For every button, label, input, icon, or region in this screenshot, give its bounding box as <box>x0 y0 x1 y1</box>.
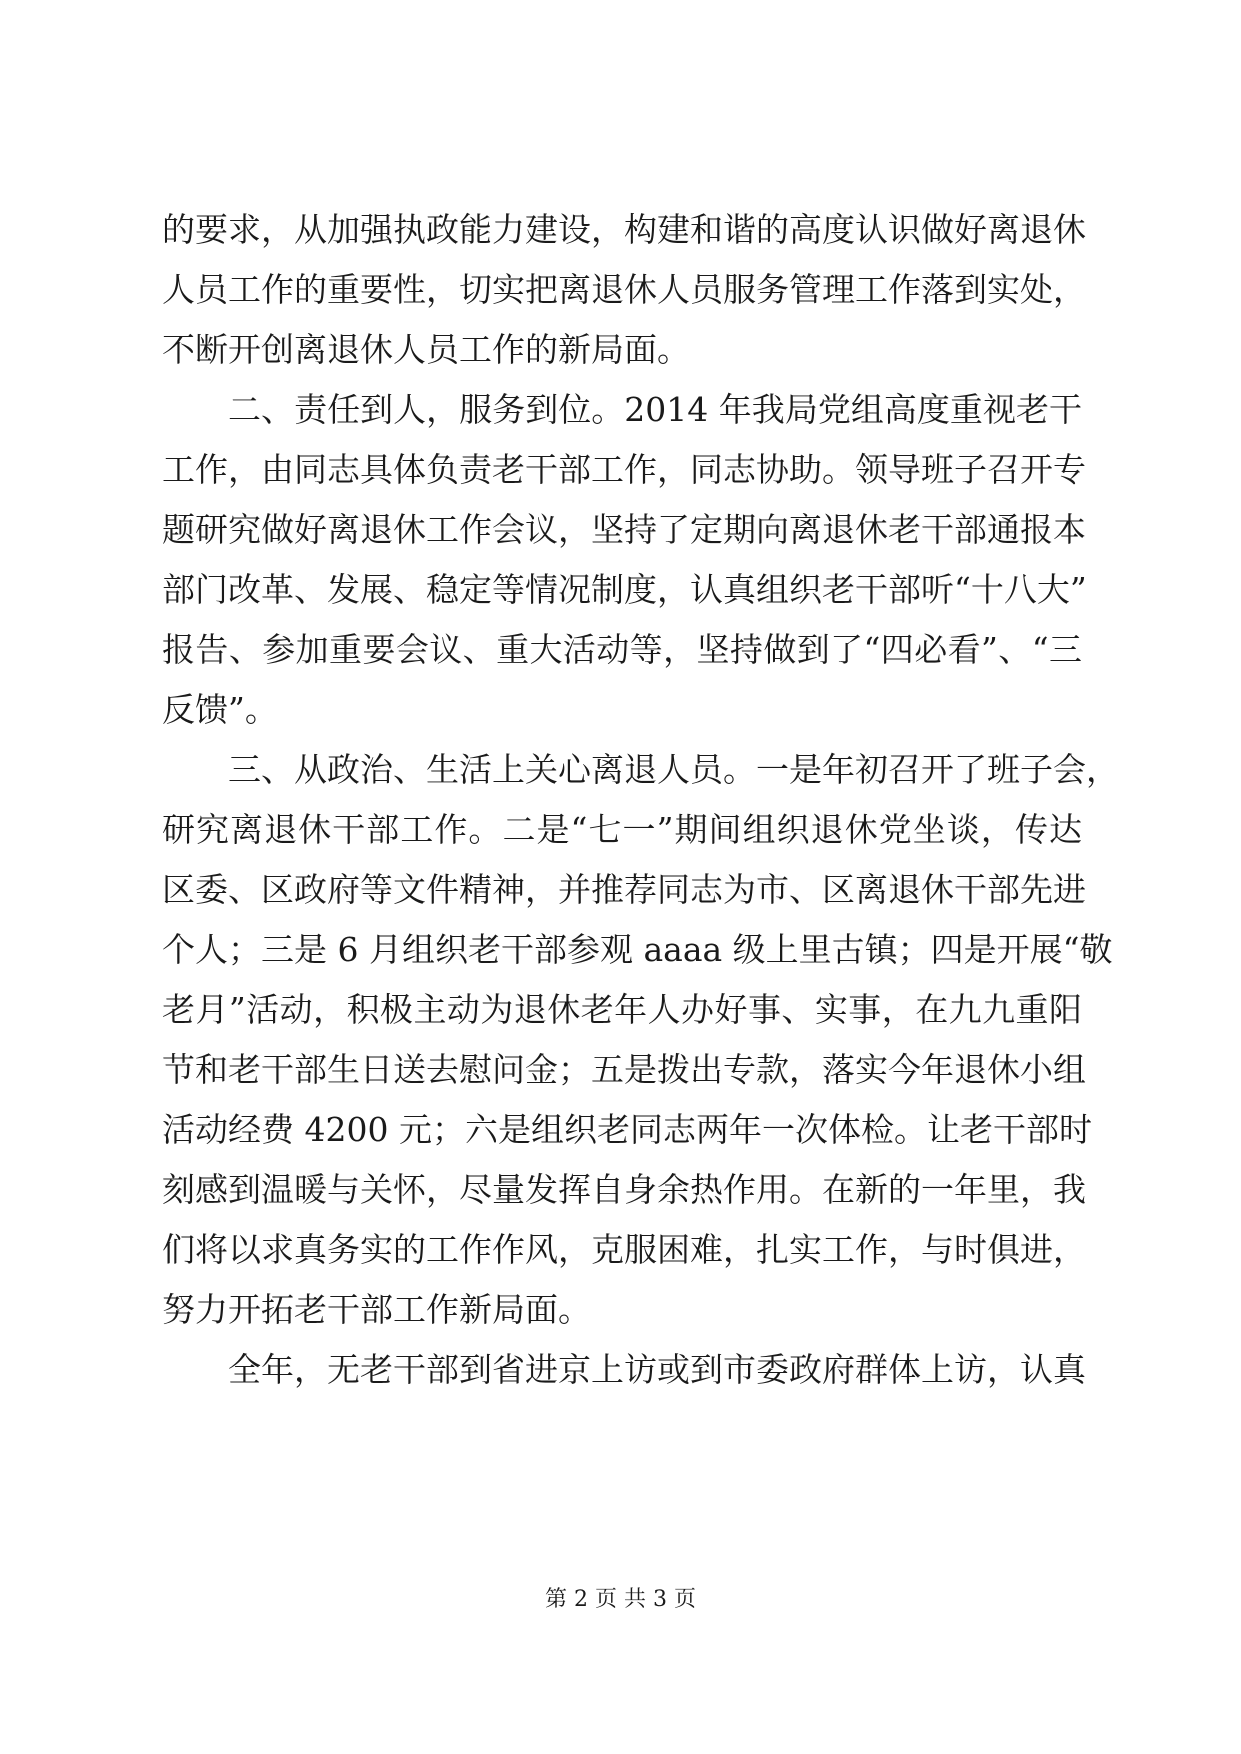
text-line: 老月”活动，积极主动为退休老年人办好事、实事，在九九重阳 <box>162 990 1082 1029</box>
text-line: 题研究做好离退休工作会议，坚持了定期向离退休老干部通报本 <box>162 510 1086 549</box>
page-number-footer: 第 2 页 共 3 页 <box>545 1587 696 1612</box>
text-line: 部门改革、发展、稳定等情况制度，认真组织老干部听“十八大” <box>162 570 1087 609</box>
text-line: 全年，无老干部到省进京上访或到市委政府群体上访，认真 <box>162 1350 1086 1389</box>
text-line: 区委、区政府等文件精神，并推荐同志为市、区离退休干部先进 <box>162 870 1086 909</box>
text-line: 们将以求真务实的工作作风，克服困难，扎实工作，与时俱进， <box>162 1230 1086 1269</box>
text-line: 研究离退休干部工作。二是“七一”期间组织退休党坐谈，传达 <box>162 810 1082 849</box>
text-line: 反馈”。 <box>162 690 278 729</box>
text-line: 工作，由同志具体负责老干部工作，同志协助。领导班子召开专 <box>162 450 1086 489</box>
text-line: 的要求，从加强执政能力建设，构建和谐的高度认识做好离退休 <box>162 210 1086 249</box>
text-line: 活动经费 4200 元；六是组织老同志两年一次体检。让老干部时 <box>162 1110 1092 1149</box>
text-line: 个人；三是 6 月组织老干部参观 aaaa 级上里古镇；四是开展“敬 <box>162 930 1113 969</box>
text-line: 三、从政治、生活上关心离退人员。一是年初召开了班子会， <box>162 750 1119 789</box>
text-line: 人员工作的重要性，切实把离退休人员服务管理工作落到实处， <box>162 270 1086 309</box>
text-line: 努力开拓老干部工作新局面。 <box>162 1290 591 1329</box>
text-line: 二、责任到人，服务到位。2014 年我局党组高度重视老干 <box>162 390 1082 429</box>
text-line: 刻感到温暖与关怀，尽量发挥自身余热作用。在新的一年里，我 <box>162 1170 1086 1209</box>
text-line: 报告、参加重要会议、重大活动等，坚持做到了“四必看”、“三 <box>162 630 1082 669</box>
text-line: 节和老干部生日送去慰问金；五是拨出专款，落实今年退休小组 <box>162 1050 1086 1089</box>
text-line: 不断开创离退休人员工作的新局面。 <box>162 330 690 369</box>
